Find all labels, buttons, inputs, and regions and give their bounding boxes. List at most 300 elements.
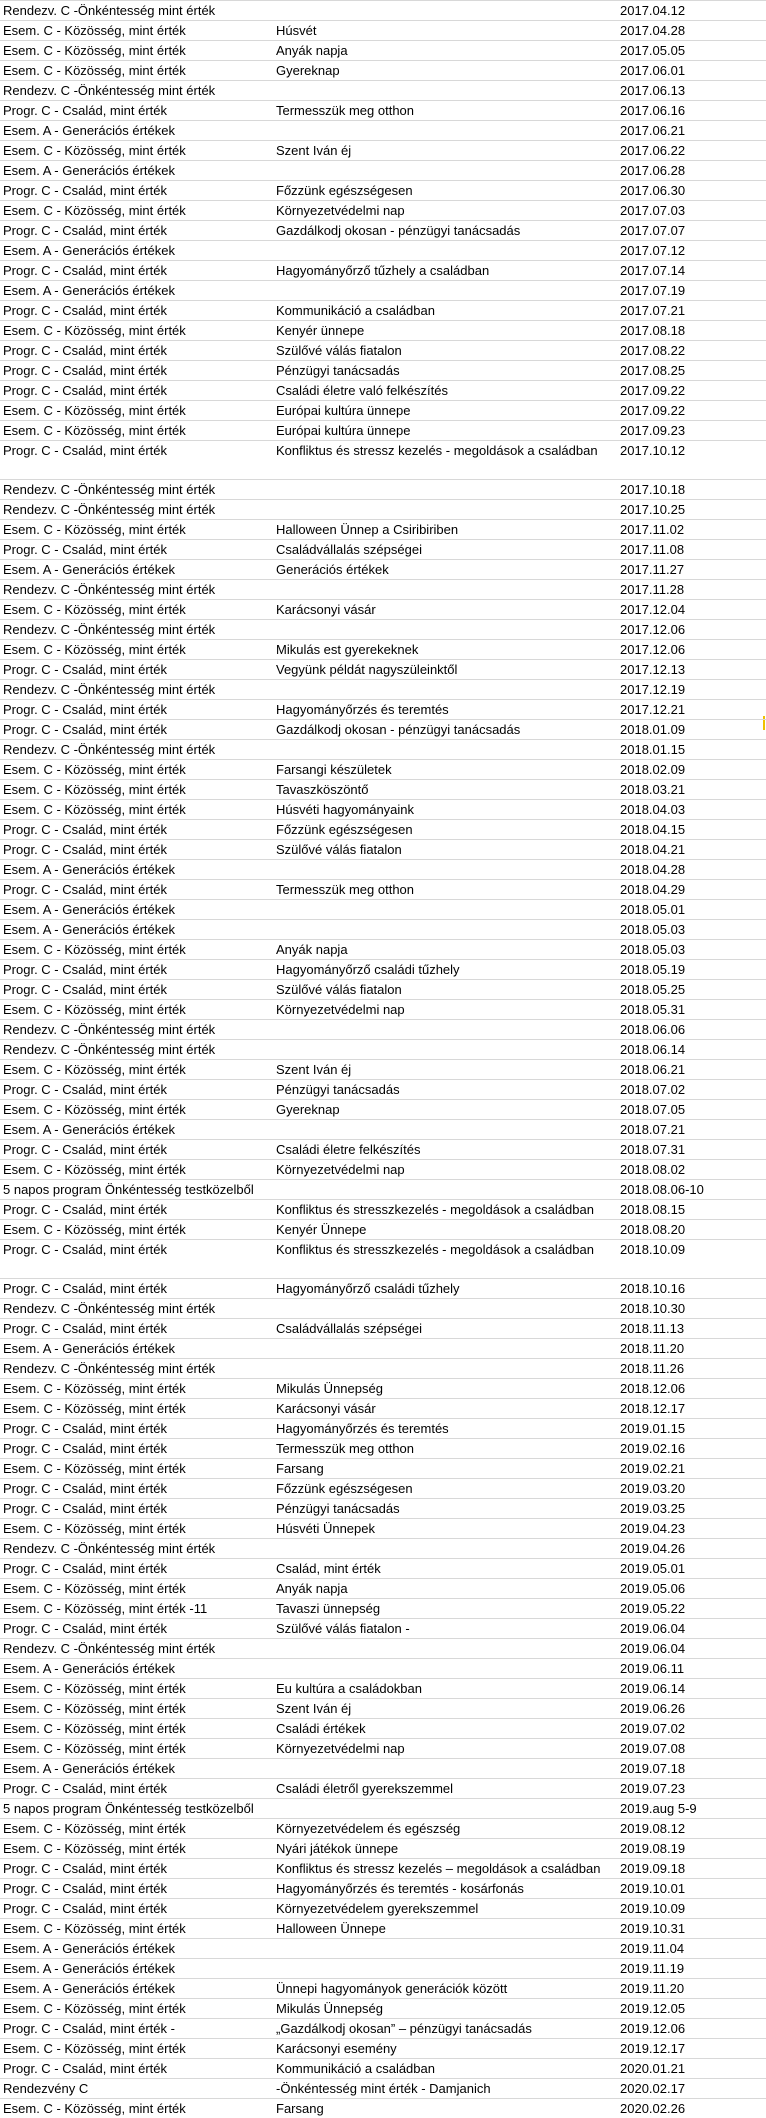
table-row[interactable]: [0, 959, 766, 979]
category-cell[interactable]: Progr. C - Család, mint érték: [3, 1281, 167, 1296]
table-row[interactable]: [0, 0, 766, 20]
event-cell[interactable]: Környezetvédelmi nap: [276, 1162, 405, 1177]
table-row[interactable]: [0, 579, 766, 599]
date-cell[interactable]: 2019.08.19: [620, 1841, 686, 1856]
date-cell[interactable]: 2019.08.12: [620, 1821, 686, 1836]
date-cell[interactable]: 2017.06.30: [620, 183, 686, 198]
event-cell[interactable]: Szent Iván éj: [276, 143, 352, 158]
category-cell[interactable]: Esem. C - Közösség, mint érték -11: [3, 1601, 208, 1616]
category-cell[interactable]: Progr. C - Család, mint érték: [3, 443, 167, 458]
date-cell[interactable]: 2020.02.17: [620, 2081, 686, 2096]
table-row[interactable]: [0, 2058, 766, 2078]
table-row[interactable]: [0, 1718, 766, 1738]
event-cell[interactable]: Anyák napja: [276, 1581, 348, 1596]
date-cell[interactable]: 2017.10.25: [620, 502, 686, 517]
category-cell[interactable]: Esem. A - Generációs értékek: [3, 123, 175, 138]
table-row[interactable]: [0, 340, 766, 360]
category-cell[interactable]: Progr. C - Család, mint érték: [3, 183, 167, 198]
category-cell[interactable]: Rendezv. C -Önkéntesség mint érték: [3, 482, 216, 497]
table-row[interactable]: [0, 320, 766, 340]
table-row[interactable]: [0, 1298, 766, 1318]
category-cell[interactable]: Progr. C - Család, mint érték: [3, 962, 167, 977]
event-cell[interactable]: Szülővé válás fiatalon: [276, 343, 402, 358]
category-cell[interactable]: Esem. C - Közösség, mint érték: [3, 782, 186, 797]
category-cell[interactable]: Esem. A - Generációs értékek: [3, 1341, 175, 1356]
date-cell[interactable]: 2018.05.31: [620, 1002, 686, 1017]
date-cell[interactable]: 2017.10.12: [620, 443, 686, 458]
date-cell[interactable]: 2019.07.23: [620, 1781, 686, 1796]
table-row[interactable]: [0, 539, 766, 559]
date-cell[interactable]: 2017.12.19: [620, 682, 686, 697]
table-row[interactable]: [0, 1278, 766, 1298]
category-cell[interactable]: Progr. C - Család, mint érték: [3, 1481, 167, 1496]
event-cell[interactable]: Karácsonyi vásár: [276, 602, 376, 617]
event-cell[interactable]: Családi életre felkészítés: [276, 1142, 421, 1157]
table-row[interactable]: [0, 779, 766, 799]
table-row[interactable]: [0, 859, 766, 879]
category-cell[interactable]: Progr. C - Család, mint érték: [3, 1242, 167, 1257]
date-cell[interactable]: 2017.06.28: [620, 163, 686, 178]
date-cell[interactable]: 2017.08.25: [620, 363, 686, 378]
event-cell[interactable]: Kommunikáció a családban: [276, 2061, 435, 2076]
date-cell[interactable]: 2018.03.21: [620, 782, 686, 797]
table-row[interactable]: [0, 1219, 766, 1239]
event-cell[interactable]: Európai kultúra ünnepe: [276, 423, 411, 438]
table-row[interactable]: [0, 140, 766, 160]
table-row[interactable]: [0, 1139, 766, 1159]
date-cell[interactable]: 2018.02.09: [620, 762, 686, 777]
date-cell[interactable]: 2019.05.01: [620, 1561, 686, 1576]
event-cell[interactable]: Európai kultúra ünnepe: [276, 403, 411, 418]
event-cell[interactable]: Gazdálkodj okosan - pénzügyi tanácsadás: [276, 223, 521, 238]
date-cell[interactable]: 2018.01.09: [620, 722, 686, 737]
date-cell[interactable]: 2018.05.19: [620, 962, 686, 977]
category-cell[interactable]: Esem. C - Közösség, mint érték: [3, 23, 186, 38]
table-row[interactable]: [0, 1958, 766, 1978]
category-cell[interactable]: Esem. C - Közösség, mint érték: [3, 2101, 186, 2116]
date-cell[interactable]: 2018.01.15: [620, 742, 686, 757]
category-cell[interactable]: Esem. A - Generációs értékek: [3, 902, 175, 917]
event-cell[interactable]: Húsvéti hagyományaink: [276, 802, 415, 817]
date-cell[interactable]: 2017.09.22: [620, 403, 686, 418]
event-cell[interactable]: Szülővé válás fiatalon: [276, 982, 402, 997]
table-row[interactable]: [0, 639, 766, 659]
category-cell[interactable]: Progr. C - Család, mint érték: [3, 363, 167, 378]
table-row[interactable]: [0, 1398, 766, 1418]
category-cell[interactable]: Esem. C - Közösség, mint érték: [3, 2041, 186, 2056]
date-cell[interactable]: 2018.04.29: [620, 882, 686, 897]
category-cell[interactable]: Esem. C - Közösség, mint érték: [3, 43, 186, 58]
table-row[interactable]: [0, 160, 766, 180]
event-cell[interactable]: Farsangi készületek: [276, 762, 392, 777]
category-cell[interactable]: Progr. C - Család, mint érték: [3, 542, 167, 557]
table-row[interactable]: [0, 300, 766, 320]
table-row[interactable]: [0, 559, 766, 579]
date-cell[interactable]: 2019.10.01: [620, 1881, 686, 1896]
table-row[interactable]: [0, 1818, 766, 1838]
date-cell[interactable]: 2019.10.09: [620, 1901, 686, 1916]
table-row[interactable]: [0, 1578, 766, 1598]
event-cell[interactable]: Gazdálkodj okosan - pénzügyi tanácsadás: [276, 722, 521, 737]
date-cell[interactable]: 2019.06.04: [620, 1621, 686, 1636]
date-cell[interactable]: 2017.08.22: [620, 343, 686, 358]
category-cell[interactable]: Rendezv. C -Önkéntesség mint érték: [3, 582, 216, 597]
table-row[interactable]: [0, 1538, 766, 1558]
date-cell[interactable]: 2019.12.17: [620, 2041, 686, 2056]
category-cell[interactable]: Progr. C - Család, mint érték: [3, 1621, 167, 1636]
category-cell[interactable]: Progr. C - Család, mint érték: [3, 702, 167, 717]
event-cell[interactable]: Konfliktus és stresszkezelés - megoldások a családban: [276, 1202, 594, 1217]
date-cell[interactable]: 2017.12.21: [620, 702, 686, 717]
category-cell[interactable]: Rendezv. C -Önkéntesség mint érték: [3, 1641, 216, 1656]
category-cell[interactable]: Progr. C - Család, mint érték: [3, 303, 167, 318]
table-row[interactable]: [0, 1798, 766, 1818]
date-cell[interactable]: 2017.08.18: [620, 323, 686, 338]
date-cell[interactable]: 2020.01.21: [620, 2061, 686, 2076]
category-cell[interactable]: Esem. C - Közösség, mint érték: [3, 1841, 186, 1856]
category-cell[interactable]: Rendezv. C -Önkéntesség mint érték: [3, 83, 216, 98]
table-row[interactable]: [0, 1179, 766, 1199]
table-row[interactable]: [0, 220, 766, 240]
table-row[interactable]: [0, 1099, 766, 1119]
event-cell[interactable]: Húsvét: [276, 23, 317, 38]
category-cell[interactable]: Esem. C - Közösség, mint érték: [3, 802, 186, 817]
category-cell[interactable]: Rendezv. C -Önkéntesség mint érték: [3, 622, 216, 637]
event-cell[interactable]: Anyák napja: [276, 43, 348, 58]
table-row[interactable]: [0, 699, 766, 719]
table-row[interactable]: [0, 1918, 766, 1938]
date-cell[interactable]: 2019.11.20: [620, 1981, 685, 1996]
event-cell[interactable]: Hagyományőrzés és teremtés: [276, 1421, 449, 1436]
table-row[interactable]: [0, 1159, 766, 1179]
table-row[interactable]: [0, 979, 766, 999]
category-cell[interactable]: Rendezv. C -Önkéntesség mint érték: [3, 1301, 216, 1316]
category-cell[interactable]: Esem. C - Közösség, mint érték: [3, 1681, 186, 1696]
category-cell[interactable]: Esem. C - Közösség, mint érték: [3, 1921, 186, 1936]
event-cell[interactable]: Konfliktus és stresszkezelés - megoldások a családban: [276, 1242, 594, 1257]
table-row[interactable]: [0, 499, 766, 519]
category-cell[interactable]: Esem. C - Közösség, mint érték: [3, 1581, 186, 1596]
event-cell[interactable]: „Gazdálkodj okosan” – pénzügyi tanácsadás: [276, 2021, 532, 2036]
date-cell[interactable]: 2017.06.16: [620, 103, 686, 118]
category-cell[interactable]: Esem. A - Generációs értékek: [3, 562, 175, 577]
event-cell[interactable]: Kommunikáció a családban: [276, 303, 435, 318]
date-cell[interactable]: 2018.06.06: [620, 1022, 686, 1037]
event-cell[interactable]: Farsang: [276, 1461, 324, 1476]
category-cell[interactable]: Progr. C - Család, mint érték: [3, 882, 167, 897]
date-cell[interactable]: 2018.11.26: [620, 1361, 685, 1376]
category-cell[interactable]: Esem. C - Közösség, mint érték: [3, 1701, 186, 1716]
category-cell[interactable]: Esem. C - Közösség, mint érték: [3, 1521, 186, 1536]
date-cell[interactable]: 2019.07.08: [620, 1741, 686, 1756]
table-row[interactable]: [0, 759, 766, 779]
event-cell[interactable]: Családi életre való felkészítés: [276, 383, 448, 398]
table-row[interactable]: [0, 1199, 766, 1219]
date-cell[interactable]: 2017.05.05: [620, 43, 686, 58]
category-cell[interactable]: Progr. C - Család, mint érték: [3, 343, 167, 358]
table-row[interactable]: [0, 360, 766, 380]
category-cell[interactable]: Esem. C - Közösség, mint érték: [3, 1062, 186, 1077]
table-row[interactable]: [0, 180, 766, 200]
date-cell[interactable]: 2018.05.01: [620, 902, 686, 917]
date-cell[interactable]: 2017.06.22: [620, 143, 686, 158]
table-row[interactable]: [0, 1938, 766, 1958]
date-cell[interactable]: 2017.07.03: [620, 203, 686, 218]
category-cell[interactable]: Esem. C - Közösség, mint érték: [3, 642, 186, 657]
event-cell[interactable]: Eu kultúra a családokban: [276, 1681, 422, 1696]
date-cell[interactable]: 2018.05.25: [620, 982, 686, 997]
table-row[interactable]: [0, 1618, 766, 1638]
table-row[interactable]: [0, 1758, 766, 1778]
category-cell[interactable]: Rendezv. C -Önkéntesség mint érték: [3, 3, 216, 18]
table-row[interactable]: [0, 1878, 766, 1898]
date-cell[interactable]: 2019.aug 5-9: [620, 1801, 697, 1816]
table-row[interactable]: [0, 120, 766, 140]
table-row[interactable]: [0, 380, 766, 400]
event-cell[interactable]: Anyák napja: [276, 942, 348, 957]
date-cell[interactable]: 2017.09.23: [620, 423, 686, 438]
category-cell[interactable]: Progr. C - Család, mint érték: [3, 1142, 167, 1157]
category-cell[interactable]: Esem. C - Közösség, mint érték: [3, 1741, 186, 1756]
table-row[interactable]: [0, 839, 766, 859]
date-cell[interactable]: 2018.10.16: [620, 1281, 686, 1296]
table-row[interactable]: [0, 1698, 766, 1718]
table-row[interactable]: [0, 1239, 766, 1278]
category-cell[interactable]: 5 napos program Önkéntesség testközelből: [3, 1182, 254, 1197]
date-cell[interactable]: 2018.07.31: [620, 1142, 686, 1157]
event-cell[interactable]: Szent Iván éj: [276, 1062, 352, 1077]
date-cell[interactable]: 2017.06.21: [620, 123, 686, 138]
date-cell[interactable]: 2017.12.13: [620, 662, 686, 677]
date-cell[interactable]: 2019.06.14: [620, 1681, 686, 1696]
table-row[interactable]: [0, 599, 766, 619]
table-row[interactable]: [0, 1898, 766, 1918]
date-cell[interactable]: 2018.08.15: [620, 1202, 686, 1217]
table-row[interactable]: [0, 280, 766, 300]
event-cell[interactable]: Mikulás est gyerekeknek: [276, 642, 419, 657]
date-cell[interactable]: 2017.07.12: [620, 243, 686, 258]
category-cell[interactable]: Progr. C - Család, mint érték: [3, 842, 167, 857]
table-row[interactable]: [0, 679, 766, 699]
date-cell[interactable]: 2019.04.26: [620, 1541, 686, 1556]
category-cell[interactable]: Progr. C - Család, mint érték: [3, 223, 167, 238]
event-cell[interactable]: Halloween Ünnepe: [276, 1921, 386, 1936]
date-cell[interactable]: 2019.01.15: [620, 1421, 686, 1436]
category-cell[interactable]: Esem. C - Közösség, mint érték: [3, 522, 186, 537]
table-row[interactable]: [0, 799, 766, 819]
table-row[interactable]: [0, 619, 766, 639]
table-row[interactable]: [0, 1518, 766, 1538]
category-cell[interactable]: Progr. C - Család, mint érték: [3, 1901, 167, 1916]
event-cell[interactable]: Környezetvédelmi nap: [276, 1741, 405, 1756]
category-cell[interactable]: Progr. C - Család, mint érték: [3, 1441, 167, 1456]
date-cell[interactable]: 2018.10.30: [620, 1301, 686, 1316]
date-cell[interactable]: 2017.06.01: [620, 63, 686, 78]
category-cell[interactable]: Progr. C - Család, mint érték: [3, 1501, 167, 1516]
table-row[interactable]: [0, 1658, 766, 1678]
table-row[interactable]: [0, 479, 766, 499]
category-cell[interactable]: Rendezv. C -Önkéntesség mint érték: [3, 1022, 216, 1037]
table-row[interactable]: [0, 260, 766, 280]
category-cell[interactable]: Rendezv. C -Önkéntesség mint érték: [3, 1361, 216, 1376]
category-cell[interactable]: Esem. C - Közösség, mint érték: [3, 1002, 186, 1017]
category-cell[interactable]: Rendezv. C -Önkéntesség mint érték: [3, 502, 216, 517]
category-cell[interactable]: Esem. A - Generációs értékek: [3, 922, 175, 937]
date-cell[interactable]: 2019.10.31: [620, 1921, 686, 1936]
table-row[interactable]: [0, 420, 766, 440]
date-cell[interactable]: 2017.11.08: [620, 542, 685, 557]
category-cell[interactable]: Progr. C - Család, mint érték: [3, 2061, 167, 2076]
table-row[interactable]: [0, 1119, 766, 1139]
category-cell[interactable]: Esem. C - Közösség, mint érték: [3, 1162, 186, 1177]
table-row[interactable]: [0, 1858, 766, 1878]
event-cell[interactable]: Halloween Ünnep a Csiribiriben: [276, 522, 459, 537]
table-row[interactable]: [0, 819, 766, 839]
event-cell[interactable]: Farsang: [276, 2101, 324, 2116]
table-row[interactable]: [0, 1418, 766, 1438]
date-cell[interactable]: 2017.04.12: [620, 3, 686, 18]
category-cell[interactable]: Esem. C - Közösség, mint érték: [3, 323, 186, 338]
table-row[interactable]: [0, 1338, 766, 1358]
event-cell[interactable]: Konfliktus és stressz kezelés – megoldások a családban: [276, 1861, 601, 1876]
table-row[interactable]: [0, 1039, 766, 1059]
table-row[interactable]: [0, 1558, 766, 1578]
category-cell[interactable]: Esem. A - Generációs értékek: [3, 1761, 175, 1776]
date-cell[interactable]: 2018.04.15: [620, 822, 686, 837]
category-cell[interactable]: Esem. C - Közösség, mint érték: [3, 403, 186, 418]
table-row[interactable]: [0, 1678, 766, 1698]
event-cell[interactable]: Főzzünk egészségesen: [276, 1481, 413, 1496]
table-row[interactable]: [0, 939, 766, 959]
category-cell[interactable]: Esem. C - Közösség, mint érték: [3, 2001, 186, 2016]
category-cell[interactable]: Esem. C - Közösség, mint érték: [3, 143, 186, 158]
category-cell[interactable]: Rendezv. C -Önkéntesség mint érték: [3, 682, 216, 697]
date-cell[interactable]: 2017.06.13: [620, 83, 686, 98]
table-row[interactable]: [0, 879, 766, 899]
category-cell[interactable]: Esem. C - Közösség, mint érték: [3, 1821, 186, 1836]
table-row[interactable]: [0, 1019, 766, 1039]
date-cell[interactable]: 2018.07.05: [620, 1102, 686, 1117]
category-cell[interactable]: Rendezv. C -Önkéntesség mint érték: [3, 742, 216, 757]
event-cell[interactable]: Hagyományőrző tűzhely a családban: [276, 263, 490, 278]
category-cell[interactable]: Progr. C - Család, mint érték: [3, 1781, 167, 1796]
event-cell[interactable]: Hagyományőrzés és teremtés - kosárfonás: [276, 1881, 524, 1896]
event-cell[interactable]: Termesszük meg otthon: [276, 882, 415, 897]
category-cell[interactable]: Esem. A - Generációs értékek: [3, 1961, 175, 1976]
date-cell[interactable]: 2017.12.06: [620, 642, 686, 657]
table-row[interactable]: [0, 200, 766, 220]
category-cell[interactable]: Progr. C - Család, mint érték -: [3, 2021, 175, 2036]
table-row[interactable]: [0, 1358, 766, 1378]
category-cell[interactable]: Esem. C - Közösség, mint érték: [3, 1222, 186, 1237]
event-cell[interactable]: Nyári játékok ünnepe: [276, 1841, 399, 1856]
date-cell[interactable]: 2017.07.21: [620, 303, 686, 318]
date-cell[interactable]: 2019.12.06: [620, 2021, 686, 2036]
event-cell[interactable]: Főzzünk egészségesen: [276, 822, 413, 837]
category-cell[interactable]: Progr. C - Család, mint érték: [3, 103, 167, 118]
event-cell[interactable]: Tavaszi ünnepség: [276, 1601, 381, 1616]
date-cell[interactable]: 2017.07.14: [620, 263, 686, 278]
date-cell[interactable]: 2019.06.04: [620, 1641, 686, 1656]
category-cell[interactable]: Esem. C - Közösség, mint érték: [3, 602, 186, 617]
date-cell[interactable]: 2019.05.06: [620, 1581, 686, 1596]
category-cell[interactable]: Progr. C - Család, mint érték: [3, 1082, 167, 1097]
event-cell[interactable]: Pénzügyi tanácsadás: [276, 1082, 400, 1097]
event-cell[interactable]: Szent Iván éj: [276, 1701, 352, 1716]
category-cell[interactable]: Esem. A - Generációs értékek: [3, 1122, 175, 1137]
date-cell[interactable]: 2018.11.20: [620, 1341, 685, 1356]
category-cell[interactable]: Progr. C - Család, mint érték: [3, 1881, 167, 1896]
category-cell[interactable]: Progr. C - Család, mint érték: [3, 263, 167, 278]
date-cell[interactable]: 2017.07.19: [620, 283, 686, 298]
event-cell[interactable]: Gyereknap: [276, 1102, 340, 1117]
date-cell[interactable]: 2019.06.26: [620, 1701, 686, 1716]
category-cell[interactable]: Esem. C - Közösség, mint érték: [3, 423, 186, 438]
event-cell[interactable]: Környezetvédelmi nap: [276, 1002, 405, 1017]
event-cell[interactable]: Gyereknap: [276, 63, 340, 78]
date-cell[interactable]: 2018.11.13: [620, 1321, 685, 1336]
table-row[interactable]: [0, 1478, 766, 1498]
event-cell[interactable]: Termesszük meg otthon: [276, 1441, 415, 1456]
event-cell[interactable]: Termesszük meg otthon: [276, 103, 415, 118]
table-row[interactable]: [0, 1318, 766, 1338]
date-cell[interactable]: 2019.07.02: [620, 1721, 686, 1736]
table-row[interactable]: [0, 999, 766, 1019]
table-row[interactable]: [0, 1498, 766, 1518]
event-cell[interactable]: Mikulás Ünnepség: [276, 2001, 383, 2016]
category-cell[interactable]: Esem. A - Generációs értékek: [3, 862, 175, 877]
category-cell[interactable]: Esem. A - Generációs értékek: [3, 1941, 175, 1956]
date-cell[interactable]: 2018.08.06-10: [620, 1182, 704, 1197]
date-cell[interactable]: 2019.03.25: [620, 1501, 686, 1516]
category-cell[interactable]: Progr. C - Család, mint érték: [3, 1861, 167, 1876]
table-row[interactable]: [0, 240, 766, 260]
table-row[interactable]: [0, 1059, 766, 1079]
table-row[interactable]: [0, 20, 766, 40]
event-cell[interactable]: Pénzügyi tanácsadás: [276, 1501, 400, 1516]
table-row[interactable]: [0, 1638, 766, 1658]
category-cell[interactable]: Progr. C - Család, mint érték: [3, 1561, 167, 1576]
date-cell[interactable]: 2019.05.22: [620, 1601, 686, 1616]
date-cell[interactable]: 2019.11.19: [620, 1961, 685, 1976]
table-row[interactable]: [0, 2098, 766, 2118]
table-row[interactable]: [0, 1998, 766, 2018]
date-cell[interactable]: 2018.08.02: [620, 1162, 686, 1177]
date-cell[interactable]: 2018.07.02: [620, 1082, 686, 1097]
category-cell[interactable]: Esem. C - Közösség, mint érték: [3, 203, 186, 218]
category-cell[interactable]: Esem. C - Közösség, mint érték: [3, 1102, 186, 1117]
category-cell[interactable]: Progr. C - Család, mint érték: [3, 1202, 167, 1217]
date-cell[interactable]: 2017.11.28: [620, 582, 685, 597]
category-cell[interactable]: Esem. A - Generációs értékek: [3, 283, 175, 298]
category-cell[interactable]: Esem. C - Közösség, mint érték: [3, 1461, 186, 1476]
date-cell[interactable]: 2018.04.28: [620, 862, 686, 877]
table-row[interactable]: [0, 739, 766, 759]
date-cell[interactable]: 2017.07.07: [620, 223, 686, 238]
event-cell[interactable]: Karácsonyi esemény: [276, 2041, 397, 2056]
table-row[interactable]: [0, 2078, 766, 2098]
event-cell[interactable]: Kenyér ünnepe: [276, 323, 365, 338]
category-cell[interactable]: Progr. C - Család, mint érték: [3, 383, 167, 398]
category-cell[interactable]: Esem. C - Közösség, mint érték: [3, 942, 186, 957]
category-cell[interactable]: Progr. C - Család, mint érték: [3, 1321, 167, 1336]
table-row[interactable]: [0, 1079, 766, 1099]
table-row[interactable]: [0, 1838, 766, 1858]
event-cell[interactable]: Környezetvédelem gyerekszemmel: [276, 1901, 479, 1916]
table-row[interactable]: [0, 80, 766, 100]
table-row[interactable]: [0, 1978, 766, 1998]
category-cell[interactable]: Rendezvény C: [3, 2081, 89, 2096]
